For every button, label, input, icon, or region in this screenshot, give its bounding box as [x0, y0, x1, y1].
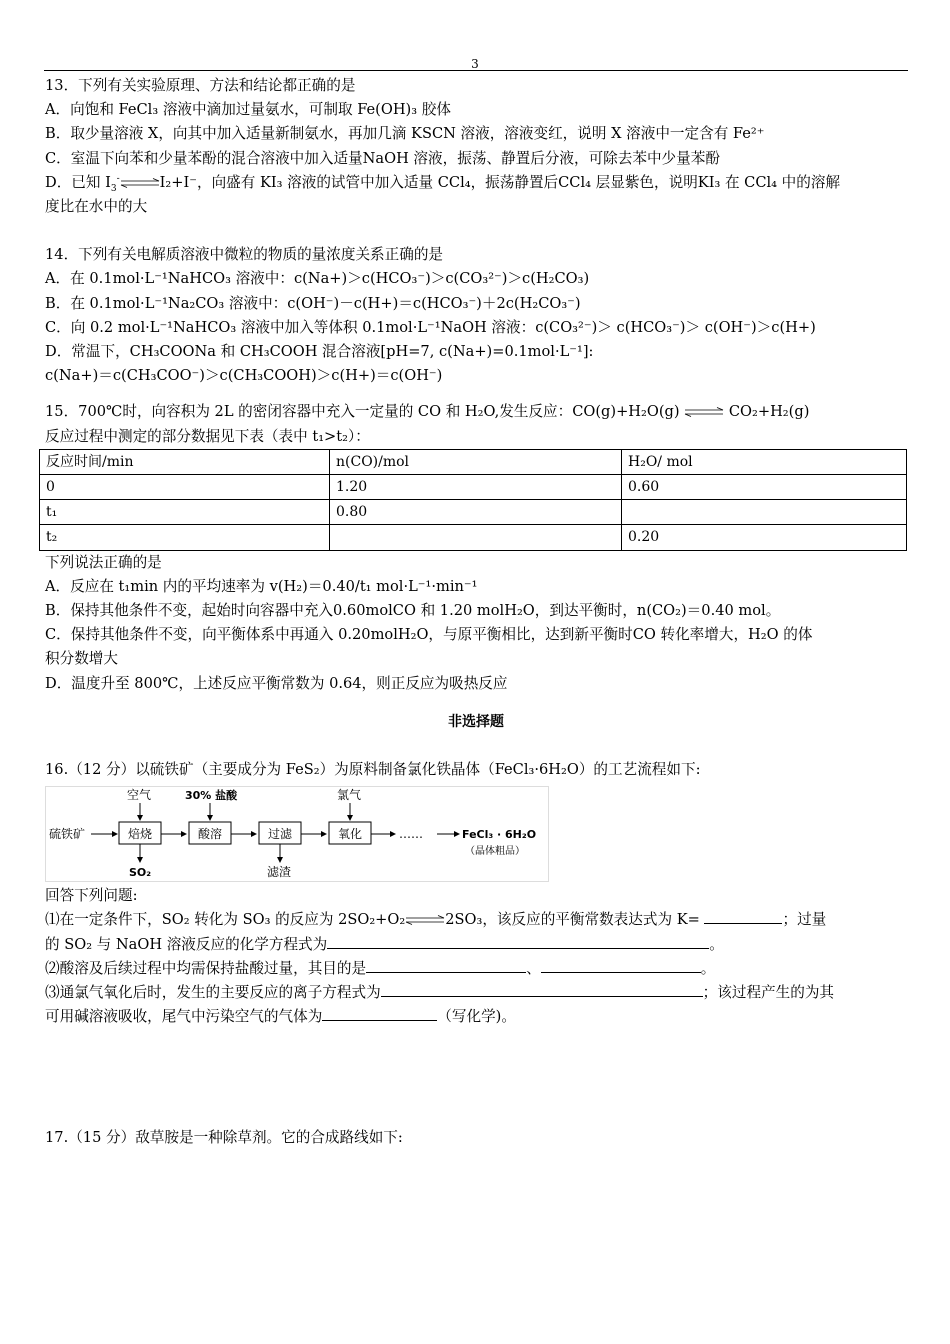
answer-blank[interactable]	[327, 934, 709, 949]
table-cell: 0.80	[330, 500, 622, 525]
q16-p3: ⑶通氯气氧化后时，发生的主要反应的离子方程式为	[45, 984, 381, 1002]
q13-option-c: C．室温下向苯和少量苯酚的混合溶液中加入适量NaOH 溶液，振荡、静置后分液，可除去苯中少量苯酚	[45, 149, 720, 167]
q16-p1b: 的 SO₂ 与 NaOH 溶液反应的化学方程式为	[45, 935, 328, 953]
page-number: 3	[471, 57, 479, 71]
flow-step-label: 焙烧	[127, 827, 153, 842]
header-rule	[44, 70, 908, 71]
q13-option-a: A．向饱和 FeCl₃ 溶液中滴加过量氨水，可制取 Fe(OH)₃ 胶体	[45, 101, 451, 119]
q16-part-1b	[45, 933, 907, 957]
q16-part-3	[45, 981, 907, 1005]
q13-stem: 13．下列有关实验原理、方法和结论都正确的是	[45, 77, 356, 94]
q16-part-3b	[45, 1005, 907, 1029]
q16-p3b-end: （写化学)。	[437, 1008, 516, 1026]
flow-input-label: 30% 盐酸	[185, 789, 238, 803]
answer-blank[interactable]	[541, 958, 701, 973]
q16-p1-mid: 2SO₃，该反应的平衡常数表达式为 K=	[445, 911, 700, 929]
answer-blank[interactable]	[322, 1006, 437, 1021]
q15-lead: 下列说法正确的是	[45, 553, 162, 571]
q17-stem: 17.（15 分）敌草胺是一种除草剂。它的合成路线如下:	[45, 1128, 403, 1146]
flow-input-label: 空气	[127, 788, 152, 803]
table-header-cell: 反应时间/min	[40, 449, 330, 474]
q15-stem-post: CO₂+H₂(g)	[728, 403, 810, 421]
q16-stem: 16.（12 分）以硫铁矿（主要成分为 FeS₂）为原料制备氯化铁晶体（FeCl₃·6H₂O）的工艺流程如下:	[45, 761, 701, 779]
answer-blank[interactable]	[381, 982, 703, 997]
table-cell	[622, 500, 907, 525]
sub-3: 3	[110, 183, 117, 194]
q16-p2-end: 。	[700, 959, 716, 977]
q13-option-b: B．取少量溶液 X，向其中加入适量新制氨水，再加几滴 KSCN 溶液，溶液变红，说明 X 溶液中一定含有 Fe²⁺	[45, 125, 765, 143]
table-cell: 0	[40, 475, 330, 500]
table-cell: 0.20	[622, 525, 907, 550]
flow-start-label: 硫铁矿	[49, 827, 86, 842]
answer-blank[interactable]	[704, 909, 782, 924]
flow-input-label: 氯气	[337, 788, 362, 803]
flow-step-label: 氧化	[337, 827, 363, 842]
table-header-row	[40, 449, 907, 474]
q16-p3b: 可用碱溶液吸收，尾气中污染空气的气体为	[45, 1008, 323, 1026]
question-13	[45, 74, 907, 219]
q16-p1-pre: ⑴在一定条件下，SO₂ 转化为 SO₃ 的反应为 2SO₂+O₂	[45, 911, 406, 929]
sup-minus: -	[116, 173, 120, 184]
q14-option-b: B．在 0.1mol·L⁻¹Na₂CO₃ 溶液中：c(OH⁻)－c(H+)＝c(HCO₃⁻)＋2c(H₂CO₃⁻)	[45, 294, 581, 312]
q16-p2-sep: 、	[526, 959, 541, 977]
table-row	[40, 500, 907, 525]
question-14	[45, 243, 907, 388]
flow-product-note: （晶体粗品）	[465, 846, 525, 858]
q13-d-post: I₂+I⁻，向盛有 KI₃ 溶液的试管中加入适量 CCl₄，振荡静置后CCl₄ 层显紫色，说明KI₃ 在 CCl₄ 中的溶解	[159, 173, 841, 191]
flow-output-label: 滤渣	[267, 865, 292, 880]
q14-stem: 14．下列有关电解质溶液中微粒的物质的量浓度关系正确的是	[45, 246, 444, 264]
q15-option-a: A．反应在 t₁min 内的平均速率为 v(H₂)＝0.40/t₁ mol·L⁻¹·min⁻¹	[45, 577, 478, 595]
q16-p1-end: ；过量	[782, 911, 827, 929]
q15-option-b: B．保持其他条件不变，起始时向容器中充入0.60molCO 和 1.20 molH₂O，到达平衡时，n(CO₂)＝0.40 mol。	[45, 602, 781, 620]
q15-stem-pre: 15．700℃时，向容积为 2L 的密闭容器中充入一定量的 CO 和 H₂O,发生反应：CO(g)+H₂O(g)	[45, 403, 680, 421]
q14-option-d: D．常温下，CH₃COONa 和 CH₃COOH 混合溶液[pH=7, c(Na+)=0.1mol·L⁻¹]:	[45, 343, 594, 361]
table-cell: t₁	[40, 500, 330, 525]
q15-option-c-cont: 积分数增大	[45, 650, 118, 668]
q16-p1b-end: 。	[709, 935, 724, 953]
q16-part-2	[45, 957, 907, 981]
process-flow-diagram	[45, 786, 907, 882]
flow-output-label: SO₂	[129, 866, 152, 880]
q14-option-d-cont: c(Na+)＝c(CH₃COO⁻)＞c(CH₃COOH)＞c(H+)＝c(OH⁻)	[45, 367, 443, 385]
q16-p3-end: ；该过程产生的为其	[702, 984, 835, 1002]
q16-p2: ⑵酸溶及后续过程中均需保持盐酸过量，其目的是	[45, 959, 367, 977]
question-15	[45, 400, 907, 695]
q14-option-c: C．向 0.2 mol·L⁻¹NaHCO₃ 溶液中加入等体积 0.1mol·L⁻¹NaOH 溶液：c(CO₃²⁻)＞ c(HCO₃⁻)＞ c(OH⁻)＞c(H+)	[45, 318, 816, 336]
q15-option-c: C．保持其他条件不变，向平衡体系中再通入 0.20molH₂O，与原平衡相比，达到新平衡时CO 转化率增大，H₂O 的体	[45, 626, 813, 644]
flow-step-label: 酸溶	[197, 827, 223, 842]
document-body	[45, 74, 907, 1150]
answer-blank[interactable]	[366, 958, 526, 973]
section-title: 非选择题	[448, 713, 504, 730]
table-header-cell: n(CO)/mol	[330, 449, 622, 474]
table-cell: 0.60	[622, 475, 907, 500]
table-row	[40, 475, 907, 500]
q13-option-d-cont: 度比在水中的大	[45, 198, 148, 216]
flow-chart-svg	[45, 786, 549, 882]
table-cell	[330, 525, 622, 550]
q15-stem-2: 反应过程中测定的部分数据见下表（表中 t₁>t₂）：	[45, 427, 370, 445]
q15-data-table	[39, 449, 907, 551]
flow-dots: ……	[399, 827, 423, 842]
table-header-cell: H₂O/ mol	[622, 449, 907, 474]
table-row	[40, 525, 907, 550]
q13-d-pre: D．已知 I	[45, 173, 111, 191]
q16-lead: 回答下列问题:	[45, 887, 138, 905]
table-cell: 1.20	[330, 475, 622, 500]
flow-step-label: 过滤	[267, 827, 293, 842]
question-16	[45, 758, 907, 1029]
q14-option-a: A．在 0.1mol·L⁻¹NaHCO₃ 溶液中：c(Na+)＞c(HCO₃⁻)＞c(CO₃²⁻)＞c(H₂CO₃)	[45, 270, 590, 288]
q15-stem	[45, 400, 907, 424]
q13-option-d	[45, 171, 907, 195]
table-cell: t₂	[40, 525, 330, 550]
flow-product: FeCl₃ · 6H₂O	[462, 828, 537, 842]
equilibrium-arrow-icon	[120, 178, 160, 188]
equilibrium-arrow-icon	[405, 915, 445, 925]
q16-part-1	[45, 908, 907, 932]
q15-option-d: D．温度升至 800℃，上述反应平衡常数为 0.64，则正反应为吸热反应	[45, 674, 508, 692]
equilibrium-arrow-icon	[684, 407, 724, 417]
